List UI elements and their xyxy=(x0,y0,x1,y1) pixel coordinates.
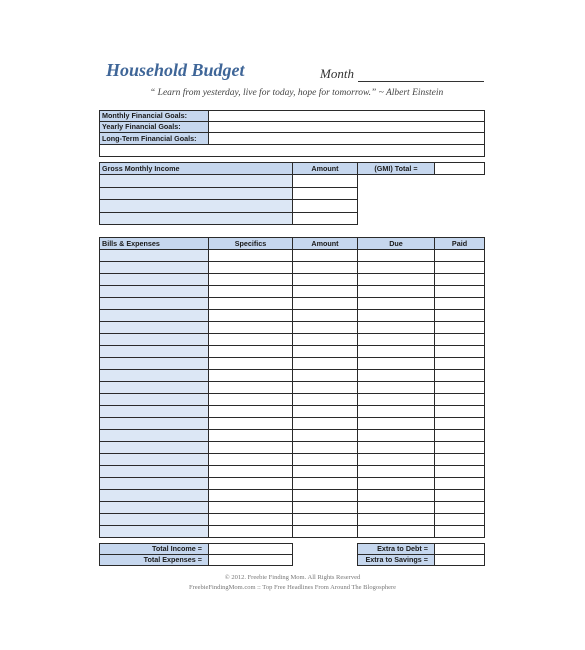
bill-specifics-cell[interactable] xyxy=(208,525,293,538)
income-amount-cell[interactable] xyxy=(292,187,358,201)
month-label: Month xyxy=(320,66,354,81)
gmi-total-label: (GMI) Total = xyxy=(357,162,435,175)
paid-col-header-text: Paid xyxy=(451,238,468,248)
total-expenses-label: Total Expenses = xyxy=(99,554,209,566)
extra-savings-field[interactable] xyxy=(434,554,485,566)
amount-col-header-text: Amount xyxy=(311,238,339,248)
total-income-label: Total Income = xyxy=(99,543,209,555)
goal-field-extra-line[interactable] xyxy=(99,144,485,157)
gmi-total-field[interactable] xyxy=(434,162,485,175)
extra-debt-label: Extra to Debt = xyxy=(357,543,435,555)
income-header-label: Gross Monthly Income xyxy=(99,162,293,175)
income-amount-cell[interactable] xyxy=(292,199,358,213)
goal-label-yearly: Yearly Financial Goals: xyxy=(99,121,209,133)
goal-label-monthly: Monthly Financial Goals: xyxy=(99,110,209,122)
bill-paid-cell[interactable] xyxy=(434,525,485,538)
bills-col-header-text: Bills & Expenses xyxy=(102,238,160,248)
footer-copyright: © 2012. Freebie Finding Mom. All Rights Reserved xyxy=(224,574,361,581)
month-field[interactable] xyxy=(358,81,484,82)
income-amount-cell[interactable] xyxy=(292,174,358,188)
bill-amount-cell[interactable] xyxy=(292,525,358,538)
goal-label-long-term: Long-Term Financial Goals: xyxy=(99,132,209,145)
bill-due-cell[interactable] xyxy=(357,525,435,538)
quote: “ Learn from yesterday, live for today, hope for tomorrow.” ~ Albert Einstein xyxy=(150,88,444,98)
income-source-cell[interactable] xyxy=(99,199,293,213)
footer-site: FreebieFindingMom.com :: Top Free Headlines From Around The Blogosphere xyxy=(188,584,397,591)
income-source-cell[interactable] xyxy=(99,212,293,226)
bill-name-cell[interactable] xyxy=(99,525,209,538)
due-col-header-text: Due xyxy=(389,238,403,248)
income-source-cell[interactable] xyxy=(99,174,293,188)
page-title: Household Budget xyxy=(106,60,245,80)
extra-savings-label: Extra to Savings = xyxy=(357,554,435,566)
income-header-amount: Amount xyxy=(292,162,358,175)
total-expenses-field[interactable] xyxy=(208,554,293,566)
income-amount-cell[interactable] xyxy=(292,212,358,226)
income-source-cell[interactable] xyxy=(99,187,293,201)
specifics-col-header-text: Specifics xyxy=(234,238,267,248)
